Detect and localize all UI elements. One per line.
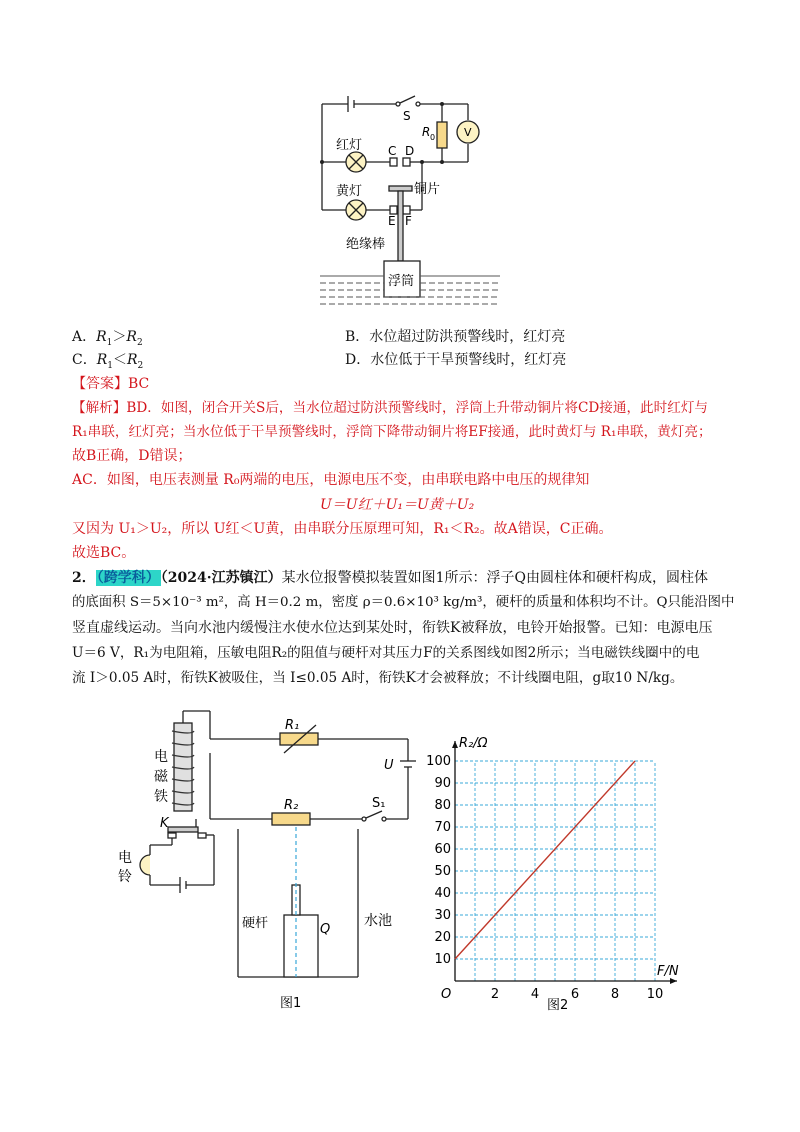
float-switch-circuit-figure — [310, 92, 510, 310]
chart-grid — [455, 761, 655, 981]
chart-y-tick-label: 50 — [434, 864, 451, 879]
analysis-line-2: R₁串联，红灯亮；当水位低于干旱预警线时，浮筒下降带动铜片将EF接通，此时黄灯与 R₁串联，黄灯亮； — [72, 424, 712, 440]
chart-y-tick-label: 30 — [434, 908, 451, 923]
chart-origin-label: O — [441, 987, 452, 1002]
chart-x-tick-label: 2 — [490, 987, 500, 1002]
chart-x-tick-label: 4 — [530, 987, 540, 1002]
contact-e-label: E — [388, 214, 396, 228]
electromagnet-label-2: 磁 — [154, 769, 168, 785]
contact-c-label: C — [388, 144, 397, 158]
option-c: C．$R_1<R_2$ — [72, 352, 144, 371]
pool-label: 水池 — [364, 913, 392, 929]
chart-y-tick-label: 20 — [434, 930, 451, 945]
fig1-r2-label: R₂ — [284, 798, 299, 813]
fig1-s1-label: S₁ — [372, 796, 386, 811]
question-2-line-3: 竖直虚线运动。当向水池内缓慢注水使水位达到某处时，衔铁K被释放，电铃开始报警。已知：电源电压 — [72, 620, 713, 636]
analysis-formula: U＝U红＋U₁＝U黄＋U₂ — [320, 497, 475, 513]
answer-label: 【答案】BC — [72, 376, 150, 392]
question-source: （2024·江苏镇江） — [160, 570, 282, 586]
electromagnet-label-3: 铁 — [154, 789, 168, 805]
chart-y-tick-label: 70 — [434, 820, 451, 835]
figure-2-caption: 图2 — [547, 998, 569, 1013]
bell-label-1: 电 — [118, 850, 132, 866]
copper-label: 铜片 — [414, 182, 441, 197]
chart-y-tick-label: 90 — [434, 776, 451, 791]
chart-y-tick-label: 10 — [434, 952, 451, 967]
analysis-line-5: 又因为 U₁＞U₂，所以 U红＜U黄，由串联分压原理可知，R₁＜R₂。故A错误，C正确。 — [72, 521, 613, 537]
float-q-label: Q — [320, 922, 331, 937]
switch-blade — [400, 96, 415, 103]
question-2-line-5: 流 I＞0.05 A时，衔铁K被吸住，当 I≤0.05 A时，衔铁K才会被释放；不计线圈电阻，g取10 N/kg。 — [72, 670, 684, 686]
question-2-line-2: 的底面积 S＝5×10⁻³ m²，高 H＝0.2 m，密度 ρ＝0.6×10³ kg/m³，硬杆的质量和体积均不计。Q只能沿图中 — [72, 595, 735, 610]
chart-y-axis-label: R₂/Ω — [459, 736, 488, 751]
chart-x-tick-label: 8 — [610, 987, 620, 1002]
figure-1-alarm-circuit — [110, 705, 420, 1015]
red-lamp-label: 红灯 — [336, 138, 363, 153]
voltmeter-label: V — [464, 126, 472, 139]
chart-x-tick-label: 10 — [646, 987, 664, 1002]
rod-label: 绝缘棒 — [346, 237, 386, 252]
contact-d-label: D — [405, 144, 415, 158]
fig1-r1-label: R₁ — [285, 718, 300, 733]
yellow-lamp-label: 黄灯 — [336, 184, 363, 199]
analysis-line-6: 故选BC。 — [72, 545, 136, 561]
contact-f-label: F — [405, 214, 412, 228]
electromagnet-label-1: 电 — [154, 749, 168, 765]
armature-k-label: K — [160, 816, 169, 831]
chart-y-tick-label: 100 — [426, 754, 451, 769]
chart-y-tick-label: 40 — [434, 886, 451, 901]
chart-series-line — [455, 761, 635, 959]
rod-label: 硬杆 — [242, 916, 269, 931]
bell-label-2: 铃 — [118, 869, 132, 885]
svg-text:0: 0 — [430, 133, 436, 142]
option-a: A．$R_1>R_2$ — [72, 329, 143, 348]
subject-tag: （跨学科） — [96, 570, 160, 586]
analysis-line-1: 【解析】BD．如图，闭合开关S后，当水位超过防洪预警线时，浮筒上升带动铜片将CD接通，此时红灯与 — [72, 400, 709, 416]
figure-1-caption: 图1 — [280, 996, 302, 1011]
electromagnet-core — [174, 723, 192, 811]
r0-label: R — [422, 125, 431, 139]
chart-y-axis-arrow — [452, 741, 458, 748]
analysis-line-4: AC．如图，电压表测量 R₀两端的电压，电源电压不变，由串联电路中电压的规律知 — [72, 472, 590, 488]
chart-y-tick-label: 80 — [434, 798, 451, 813]
question-number: 2． — [72, 570, 96, 586]
chart-y-tick-label: 60 — [434, 842, 451, 857]
chart-x-tick-label: 6 — [570, 987, 580, 1002]
switch-label: S — [403, 109, 411, 123]
option-b: B．水位超过防洪预警线时，红灯亮 — [345, 329, 566, 345]
analysis-line-3: 故B正确，D错误； — [72, 448, 192, 464]
question-2-line-4: U＝6 V，R₁为电阻箱，压敏电阻R₂的阻值与硬杆对其压力F的关系图线如图2所示；当电磁铁线圈中的电 — [72, 645, 700, 661]
figure-2-chart — [425, 733, 685, 1015]
float-label: 浮筒 — [388, 274, 415, 289]
question-2-line-1: 2．（跨学科）（2024·江苏镇江）某水位报警模拟装置如图1所示：浮子Q由圆柱体和硬杆构成，圆柱体 — [72, 570, 708, 586]
chart-x-axis-label: F/N — [657, 964, 679, 979]
option-d: D．水位低于干旱预警线时，红灯亮 — [345, 352, 567, 368]
fig1-source-label: U — [384, 758, 394, 773]
